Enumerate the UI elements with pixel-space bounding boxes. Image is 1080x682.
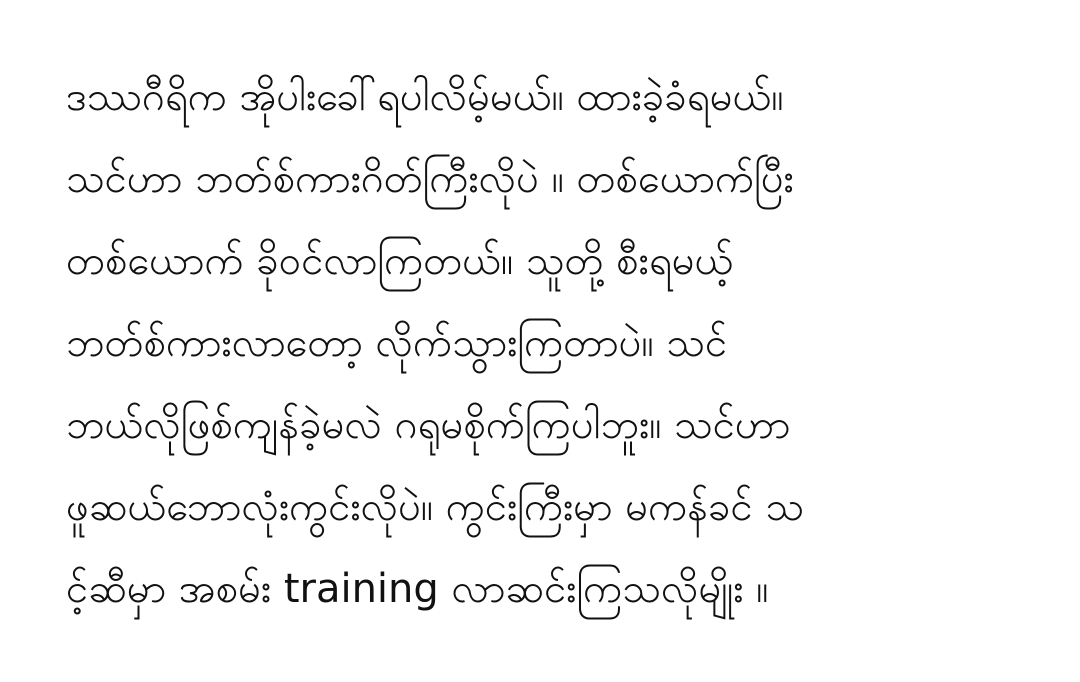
text-line: င့်ဆီမှာ အစမ်း training လာဆင်းကြသလိုမျိုး ။ (66, 566, 769, 612)
text-line: ဖူဆယ်ဘောလုံးကွင်းလိုပဲ။ ကွင်းကြီးမှာ မကန်ခင် သ (66, 484, 805, 530)
text-line: တစ်ယောက် ခိုဝင်လာကြတယ်။ သူတို့ စီးရမယ့် (66, 238, 734, 284)
text-line: သင်ဟာ ဘတ်စ်ကားဂိတ်ကြီးလိုပဲ ။ တစ်ယောက်ပြီး (66, 156, 794, 202)
text-line: ဒဿဂီရိက အိုပါးခေါ်ရပါလိမ့်မယ်။ ထားခဲ့ခံရမယ်။ (66, 74, 784, 120)
paragraph (66, 56, 1056, 630)
text-line: ဘယ်လိုဖြစ်ကျန်ခဲ့မလဲ ဂရုမစိုက်ကြပါဘူး။ သင်ဟာ (66, 402, 791, 448)
text-line: ဘတ်စ်ကားလာတော့ လိုက်သွားကြတာပဲ။ သင် (66, 320, 728, 366)
